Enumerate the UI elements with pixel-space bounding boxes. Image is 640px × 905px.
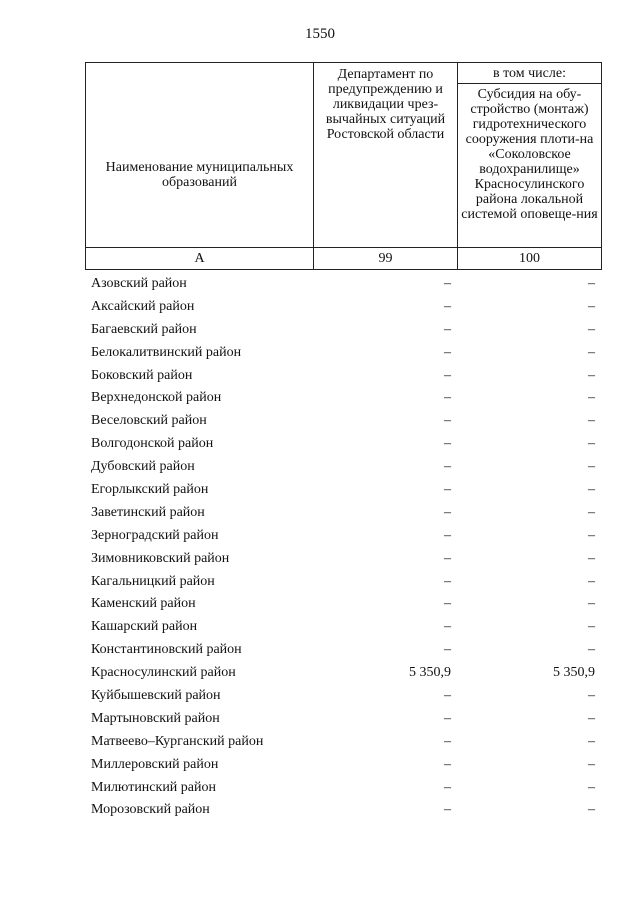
row-name: Верхнедонской район [91,390,222,406]
row-name: Каменский район [91,596,196,612]
table-header [85,62,602,270]
table-row [85,387,601,410]
row-name: Константиновский район [91,642,242,658]
table-row [85,777,601,800]
row-department-value: – [444,344,451,360]
row-department-value: – [444,642,451,658]
row-department-value: – [444,298,451,314]
page-number: 1550 [305,26,335,42]
header-subsidy: Субсидия на обу-стройство (монтаж) гидротехнического сооружения плоти-на «Соколовское водохранилище» Красносулинского района локальной системой оповеще-ния [458,84,602,248]
row-name: Матвеево–Курганский район [91,733,264,749]
table-row [85,639,601,662]
row-department-value: – [444,779,451,795]
row-subsidy-value: – [588,573,595,589]
row-name: Мартыновский район [91,710,220,726]
row-name: Кашарский район [91,619,198,635]
row-subsidy-value: – [588,504,595,520]
row-department-value: – [444,367,451,383]
row-subsidy-value: 5 350,9 [553,665,595,681]
table-row [85,593,601,616]
row-name: Дубовский район [91,459,195,475]
row-subsidy-value: – [588,756,595,772]
table-row [85,365,601,388]
row-department-value: – [444,321,451,337]
row-department-value: – [444,710,451,726]
header-department: Департамент по предупреждению и ликвидации чрез-вычайных ситуаций Ростовской области [314,63,458,248]
code-subsidy: 100 [458,248,602,270]
row-name: Кагальницкий район [91,573,215,589]
table-row [85,548,601,571]
row-subsidy-value: – [588,459,595,475]
table-body [85,273,601,822]
table-row [85,502,601,525]
table-row [85,708,601,731]
row-subsidy-value: – [588,276,595,291]
row-subsidy-value: – [588,550,595,566]
row-name: Азовский район [91,276,187,291]
row-name: Красносулинский район [91,665,236,681]
table-row [85,525,601,548]
code-department: 99 [314,248,458,270]
row-department-value: – [444,756,451,772]
header-including: в том числе: [458,63,602,84]
table-row [85,273,601,296]
row-department-value: – [444,619,451,635]
row-subsidy-value: – [588,779,595,795]
row-subsidy-value: – [588,527,595,543]
row-subsidy-value: – [588,596,595,612]
row-department-value: – [444,276,451,291]
row-name: Зерноградский район [91,527,219,543]
table-row [85,410,601,433]
table-row [85,456,601,479]
row-department-value: – [444,688,451,704]
table-row [85,662,601,685]
row-subsidy-value: – [588,688,595,704]
row-subsidy-value: – [588,344,595,360]
table-row [85,731,601,754]
row-name: Багаевский район [91,321,197,337]
row-subsidy-value: – [588,321,595,337]
row-subsidy-value: – [588,802,595,818]
table-row [85,479,601,502]
table-row [85,616,601,639]
table-row [85,433,601,456]
row-department-value: – [444,550,451,566]
row-department-value: – [444,573,451,589]
row-name: Боковский район [91,367,193,383]
row-name: Егорлыкский район [91,482,209,498]
table-row [85,685,601,708]
table-row [85,571,601,594]
table-row [85,296,601,319]
row-name: Куйбышевский район [91,688,221,704]
row-name: Миллеровский район [91,756,219,772]
row-subsidy-value: – [588,482,595,498]
row-department-value: – [444,459,451,475]
table-row [85,319,601,342]
row-subsidy-value: – [588,642,595,658]
row-subsidy-value: – [588,710,595,726]
row-department-value: – [444,436,451,452]
row-name: Волгодонской район [91,436,214,452]
row-department-value: – [444,482,451,498]
row-name: Зимовниковский район [91,550,230,566]
row-department-value: 5 350,9 [409,665,451,681]
row-name: Милютинский район [91,779,217,795]
row-name: Белокалитвинский район [91,344,242,360]
code-name: А [86,248,314,270]
row-subsidy-value: – [588,367,595,383]
row-department-value: – [444,413,451,429]
table-row [85,799,601,822]
row-department-value: – [444,504,451,520]
row-subsidy-value: – [588,733,595,749]
row-subsidy-value: – [588,619,595,635]
row-subsidy-value: – [588,390,595,406]
table-row [85,342,601,365]
row-subsidy-value: – [588,436,595,452]
row-department-value: – [444,733,451,749]
row-subsidy-value: – [588,413,595,429]
table-row [85,754,601,777]
row-name: Морозовский район [91,802,210,818]
header-municipality: Наименование муниципальных образований [86,63,314,248]
row-department-value: – [444,802,451,818]
row-department-value: – [444,390,451,406]
row-name: Аксайский район [91,298,195,314]
row-subsidy-value: – [588,298,595,314]
row-department-value: – [444,596,451,612]
row-name: Веселовский район [91,413,207,429]
row-department-value: – [444,527,451,543]
row-name: Заветинский район [91,504,205,520]
